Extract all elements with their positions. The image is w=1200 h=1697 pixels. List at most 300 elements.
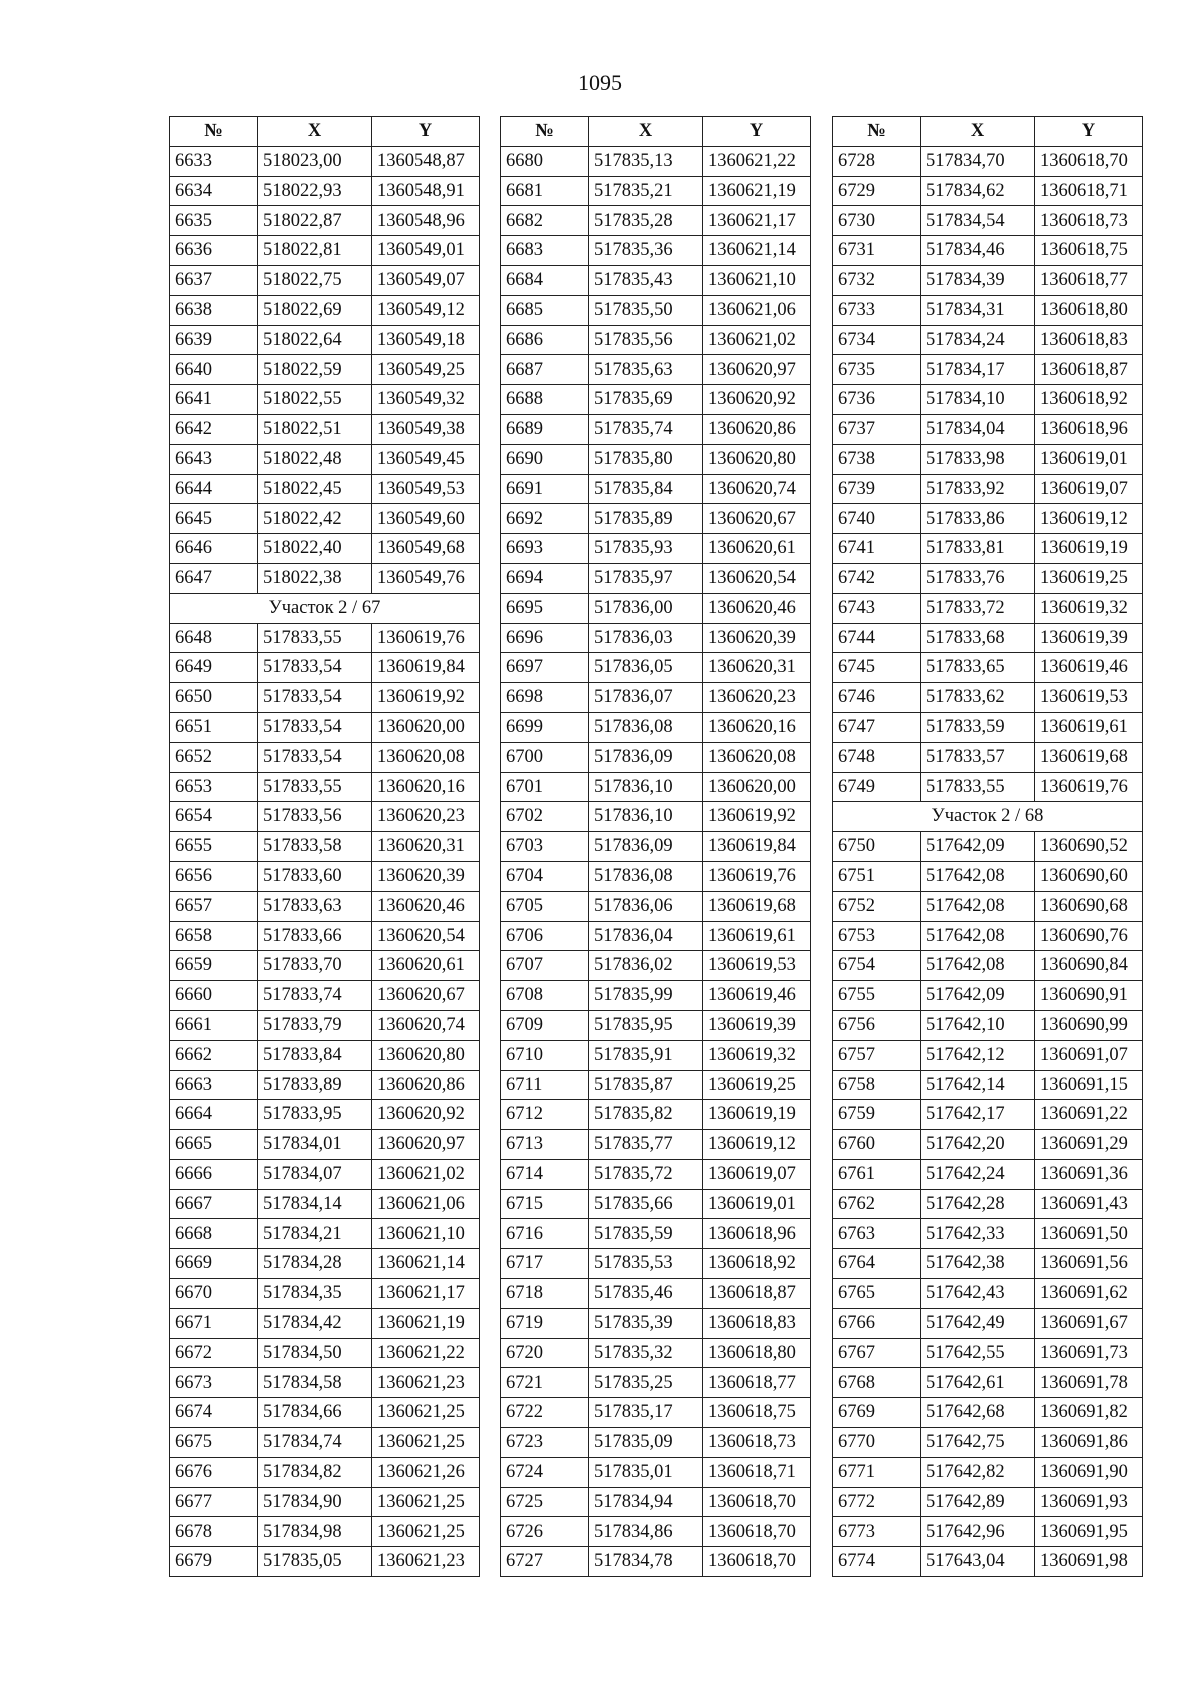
- point-number-cell: 6694: [501, 563, 589, 593]
- table-row: [833, 891, 1143, 921]
- x-coordinate-cell: 517834,14: [258, 1189, 372, 1219]
- x-coordinate-cell: 517834,31: [921, 295, 1035, 325]
- point-number-cell: 6652: [170, 742, 258, 772]
- x-coordinate-cell: 517836,05: [589, 653, 703, 683]
- y-coordinate-cell: 1360548,87: [372, 146, 480, 176]
- y-coordinate-cell: 1360618,92: [1035, 385, 1143, 415]
- y-coordinate-cell: 1360620,74: [703, 474, 811, 504]
- point-number-cell: 6773: [833, 1517, 921, 1547]
- point-number-cell: 6737: [833, 414, 921, 444]
- table-row: [833, 742, 1143, 772]
- y-coordinate-cell: 1360619,61: [703, 921, 811, 951]
- y-coordinate-cell: 1360620,46: [703, 593, 811, 623]
- point-number-cell: 6756: [833, 1010, 921, 1040]
- table-row: [170, 1010, 480, 1040]
- x-coordinate-cell: 517834,74: [258, 1428, 372, 1458]
- y-coordinate-cell: 1360621,06: [372, 1189, 480, 1219]
- x-coordinate-cell: 517642,08: [921, 861, 1035, 891]
- point-number-cell: 6718: [501, 1279, 589, 1309]
- x-coordinate-cell: 517835,95: [589, 1010, 703, 1040]
- x-coordinate-cell: 517834,42: [258, 1308, 372, 1338]
- y-coordinate-cell: 1360618,70: [703, 1487, 811, 1517]
- table-row: [170, 683, 480, 713]
- point-number-cell: 6711: [501, 1070, 589, 1100]
- x-coordinate-cell: 517642,82: [921, 1457, 1035, 1487]
- table-row: [501, 1010, 811, 1040]
- point-number-cell: 6665: [170, 1130, 258, 1160]
- table-row: [501, 1219, 811, 1249]
- table-row: [833, 1189, 1143, 1219]
- y-coordinate-cell: 1360620,86: [372, 1070, 480, 1100]
- table-row: [170, 1398, 480, 1428]
- table-row: [501, 1070, 811, 1100]
- x-coordinate-cell: 517833,55: [258, 623, 372, 653]
- y-coordinate-cell: 1360620,67: [372, 981, 480, 1011]
- point-number-cell: 6655: [170, 832, 258, 862]
- y-coordinate-cell: 1360620,61: [703, 534, 811, 564]
- x-coordinate-cell: 517835,87: [589, 1070, 703, 1100]
- x-coordinate-cell: 517836,10: [589, 802, 703, 832]
- y-coordinate-cell: 1360618,70: [703, 1547, 811, 1577]
- y-coordinate-cell: 1360619,12: [703, 1130, 811, 1160]
- y-coordinate-cell: 1360619,32: [1035, 593, 1143, 623]
- point-number-cell: 6726: [501, 1517, 589, 1547]
- table-row: [501, 1308, 811, 1338]
- x-coordinate-cell: 518022,69: [258, 295, 372, 325]
- y-coordinate-cell: 1360621,19: [703, 176, 811, 206]
- y-coordinate-cell: 1360691,36: [1035, 1159, 1143, 1189]
- x-coordinate-cell: 517836,08: [589, 861, 703, 891]
- x-coordinate-cell: 517835,59: [589, 1219, 703, 1249]
- x-coordinate-cell: 518022,93: [258, 176, 372, 206]
- table-row: [501, 563, 811, 593]
- point-number-cell: 6768: [833, 1368, 921, 1398]
- header-x: X: [921, 117, 1035, 147]
- y-coordinate-cell: 1360619,19: [703, 1100, 811, 1130]
- x-coordinate-cell: 517835,39: [589, 1308, 703, 1338]
- y-coordinate-cell: 1360619,07: [1035, 474, 1143, 504]
- point-number-cell: 6685: [501, 295, 589, 325]
- y-coordinate-cell: 1360621,25: [372, 1487, 480, 1517]
- y-coordinate-cell: 1360619,19: [1035, 534, 1143, 564]
- table-row: [833, 1338, 1143, 1368]
- x-coordinate-cell: 517835,28: [589, 206, 703, 236]
- table-row: [170, 832, 480, 862]
- point-number-cell: 6640: [170, 355, 258, 385]
- point-number-cell: 6666: [170, 1159, 258, 1189]
- table-row: [501, 414, 811, 444]
- point-number-cell: 6644: [170, 474, 258, 504]
- point-number-cell: 6687: [501, 355, 589, 385]
- y-coordinate-cell: 1360619,92: [372, 683, 480, 713]
- x-coordinate-cell: 517835,05: [258, 1547, 372, 1577]
- point-number-cell: 6668: [170, 1219, 258, 1249]
- point-number-cell: 6749: [833, 772, 921, 802]
- point-number-cell: 6762: [833, 1189, 921, 1219]
- point-number-cell: 6721: [501, 1368, 589, 1398]
- y-coordinate-cell: 1360621,25: [372, 1428, 480, 1458]
- y-coordinate-cell: 1360690,99: [1035, 1010, 1143, 1040]
- x-coordinate-cell: 518022,45: [258, 474, 372, 504]
- table-row: [501, 1130, 811, 1160]
- y-coordinate-cell: 1360691,73: [1035, 1338, 1143, 1368]
- table-row: [833, 1428, 1143, 1458]
- x-coordinate-cell: 517642,20: [921, 1130, 1035, 1160]
- table-row: [170, 981, 480, 1011]
- point-number-cell: 6752: [833, 891, 921, 921]
- y-coordinate-cell: 1360619,12: [1035, 504, 1143, 534]
- y-coordinate-cell: 1360549,01: [372, 236, 480, 266]
- point-number-cell: 6646: [170, 534, 258, 564]
- point-number-cell: 6662: [170, 1040, 258, 1070]
- table-row: [501, 742, 811, 772]
- x-coordinate-cell: 517834,04: [921, 414, 1035, 444]
- page-number: 1095: [578, 70, 622, 95]
- y-coordinate-cell: 1360691,50: [1035, 1219, 1143, 1249]
- table-row: [170, 951, 480, 981]
- x-coordinate-cell: 517835,97: [589, 563, 703, 593]
- table-row: [833, 176, 1143, 206]
- table-row: [501, 772, 811, 802]
- table-row: [833, 355, 1143, 385]
- y-coordinate-cell: 1360620,92: [703, 385, 811, 415]
- x-coordinate-cell: 517833,79: [258, 1010, 372, 1040]
- x-coordinate-cell: 517642,75: [921, 1428, 1035, 1458]
- table-row: [833, 861, 1143, 891]
- x-coordinate-cell: 518022,42: [258, 504, 372, 534]
- table-row: [501, 653, 811, 683]
- x-coordinate-cell: 517833,81: [921, 534, 1035, 564]
- x-coordinate-cell: 517642,68: [921, 1398, 1035, 1428]
- y-coordinate-cell: 1360691,43: [1035, 1189, 1143, 1219]
- point-number-cell: 6758: [833, 1070, 921, 1100]
- y-coordinate-cell: 1360619,46: [1035, 653, 1143, 683]
- point-number-cell: 6734: [833, 325, 921, 355]
- header-x: X: [589, 117, 703, 147]
- x-coordinate-cell: 517835,93: [589, 534, 703, 564]
- point-number-cell: 6744: [833, 623, 921, 653]
- point-number-cell: 6633: [170, 146, 258, 176]
- table-row: [833, 1159, 1143, 1189]
- point-number-cell: 6638: [170, 295, 258, 325]
- y-coordinate-cell: 1360549,68: [372, 534, 480, 564]
- y-coordinate-cell: 1360691,67: [1035, 1308, 1143, 1338]
- table-row: [170, 802, 480, 832]
- y-coordinate-cell: 1360620,67: [703, 504, 811, 534]
- y-coordinate-cell: 1360621,23: [372, 1368, 480, 1398]
- y-coordinate-cell: 1360621,17: [372, 1279, 480, 1309]
- x-coordinate-cell: 517642,61: [921, 1368, 1035, 1398]
- table-row: [501, 474, 811, 504]
- table-row: [501, 861, 811, 891]
- table-row: [170, 176, 480, 206]
- table-row: [501, 1338, 811, 1368]
- x-coordinate-cell: 517833,59: [921, 712, 1035, 742]
- table-row: [170, 1189, 480, 1219]
- x-coordinate-cell: 517642,08: [921, 891, 1035, 921]
- y-coordinate-cell: 1360620,97: [703, 355, 811, 385]
- point-number-cell: 6688: [501, 385, 589, 415]
- table-row: [501, 981, 811, 1011]
- x-coordinate-cell: 518022,64: [258, 325, 372, 355]
- y-coordinate-cell: 1360618,70: [703, 1517, 811, 1547]
- y-coordinate-cell: 1360621,22: [372, 1338, 480, 1368]
- x-coordinate-cell: 517833,98: [921, 444, 1035, 474]
- x-coordinate-cell: 517833,84: [258, 1040, 372, 1070]
- point-number-cell: 6733: [833, 295, 921, 325]
- table-row: [833, 504, 1143, 534]
- point-number-cell: 6659: [170, 951, 258, 981]
- table-row: [501, 146, 811, 176]
- point-number-cell: 6757: [833, 1040, 921, 1070]
- point-number-cell: 6707: [501, 951, 589, 981]
- y-coordinate-cell: 1360618,80: [1035, 295, 1143, 325]
- x-coordinate-cell: 517834,01: [258, 1130, 372, 1160]
- table-row: [501, 593, 811, 623]
- table-row: [833, 1070, 1143, 1100]
- point-number-cell: 6643: [170, 444, 258, 474]
- table-row: [833, 951, 1143, 981]
- x-coordinate-cell: 517833,76: [921, 563, 1035, 593]
- table-row: [501, 921, 811, 951]
- point-number-cell: 6754: [833, 951, 921, 981]
- point-number-cell: 6681: [501, 176, 589, 206]
- point-number-cell: 6736: [833, 385, 921, 415]
- point-number-cell: 6714: [501, 1159, 589, 1189]
- table-row: [170, 1159, 480, 1189]
- point-number-cell: 6738: [833, 444, 921, 474]
- x-coordinate-cell: 517834,07: [258, 1159, 372, 1189]
- point-number-cell: 6660: [170, 981, 258, 1011]
- table-row: [170, 1070, 480, 1100]
- y-coordinate-cell: 1360621,26: [372, 1457, 480, 1487]
- point-number-cell: 6671: [170, 1308, 258, 1338]
- point-number-cell: 6759: [833, 1100, 921, 1130]
- table-row: [501, 802, 811, 832]
- table-row: [833, 1457, 1143, 1487]
- table-row: [170, 1040, 480, 1070]
- point-number-cell: 6746: [833, 683, 921, 713]
- table-row: [833, 981, 1143, 1011]
- point-number-cell: 6654: [170, 802, 258, 832]
- x-coordinate-cell: 517835,69: [589, 385, 703, 415]
- x-coordinate-cell: 517834,10: [921, 385, 1035, 415]
- table-row: [170, 504, 480, 534]
- table-row: [501, 1398, 811, 1428]
- x-coordinate-cell: 517642,09: [921, 981, 1035, 1011]
- table-row: [501, 1040, 811, 1070]
- y-coordinate-cell: 1360618,73: [1035, 206, 1143, 236]
- x-coordinate-cell: 517835,77: [589, 1130, 703, 1160]
- y-coordinate-cell: 1360620,54: [372, 921, 480, 951]
- point-number-cell: 6672: [170, 1338, 258, 1368]
- point-number-cell: 6725: [501, 1487, 589, 1517]
- x-coordinate-cell: 517642,33: [921, 1219, 1035, 1249]
- table-row: [501, 832, 811, 862]
- point-number-cell: 6661: [170, 1010, 258, 1040]
- point-number-cell: 6716: [501, 1219, 589, 1249]
- x-coordinate-cell: 517835,82: [589, 1100, 703, 1130]
- y-coordinate-cell: 1360549,32: [372, 385, 480, 415]
- section-title: Участок 2 / 68: [833, 802, 1143, 832]
- point-number-cell: 6651: [170, 712, 258, 742]
- y-coordinate-cell: 1360691,07: [1035, 1040, 1143, 1070]
- x-coordinate-cell: 517833,62: [921, 683, 1035, 713]
- point-number-cell: 6715: [501, 1189, 589, 1219]
- point-number-cell: 6712: [501, 1100, 589, 1130]
- y-coordinate-cell: 1360621,14: [372, 1249, 480, 1279]
- point-number-cell: 6689: [501, 414, 589, 444]
- y-coordinate-cell: 1360619,39: [703, 1010, 811, 1040]
- y-coordinate-cell: 1360691,98: [1035, 1547, 1143, 1577]
- point-number-cell: 6771: [833, 1457, 921, 1487]
- table-row: [170, 742, 480, 772]
- y-coordinate-cell: 1360549,45: [372, 444, 480, 474]
- y-coordinate-cell: 1360691,86: [1035, 1428, 1143, 1458]
- x-coordinate-cell: 517835,43: [589, 265, 703, 295]
- table-row: [170, 1368, 480, 1398]
- y-coordinate-cell: 1360620,39: [703, 623, 811, 653]
- table-row: [833, 1219, 1143, 1249]
- y-coordinate-cell: 1360691,93: [1035, 1487, 1143, 1517]
- x-coordinate-cell: 517835,01: [589, 1457, 703, 1487]
- y-coordinate-cell: 1360621,25: [372, 1398, 480, 1428]
- table-row: [833, 1279, 1143, 1309]
- point-number-cell: 6723: [501, 1428, 589, 1458]
- point-number-cell: 6765: [833, 1279, 921, 1309]
- x-coordinate-cell: 517834,86: [589, 1517, 703, 1547]
- x-coordinate-cell: 517834,35: [258, 1279, 372, 1309]
- table-row: [501, 1368, 811, 1398]
- x-coordinate-cell: 517835,17: [589, 1398, 703, 1428]
- point-number-cell: 6669: [170, 1249, 258, 1279]
- header-y: Y: [703, 117, 811, 147]
- point-number-cell: 6769: [833, 1398, 921, 1428]
- y-coordinate-cell: 1360619,68: [703, 891, 811, 921]
- x-coordinate-cell: 517834,28: [258, 1249, 372, 1279]
- x-coordinate-cell: 517642,17: [921, 1100, 1035, 1130]
- y-coordinate-cell: 1360618,92: [703, 1249, 811, 1279]
- x-coordinate-cell: 517836,04: [589, 921, 703, 951]
- table-row: [833, 206, 1143, 236]
- x-coordinate-cell: 517835,13: [589, 146, 703, 176]
- y-coordinate-cell: 1360620,80: [372, 1040, 480, 1070]
- point-number-cell: 6717: [501, 1249, 589, 1279]
- point-number-cell: 6667: [170, 1189, 258, 1219]
- table-row: [833, 1130, 1143, 1160]
- x-coordinate-cell: 517833,54: [258, 712, 372, 742]
- point-number-cell: 6648: [170, 623, 258, 653]
- y-coordinate-cell: 1360620,74: [372, 1010, 480, 1040]
- y-coordinate-cell: 1360548,96: [372, 206, 480, 236]
- x-coordinate-cell: 517835,25: [589, 1368, 703, 1398]
- y-coordinate-cell: 1360618,71: [1035, 176, 1143, 206]
- x-coordinate-cell: 517835,89: [589, 504, 703, 534]
- y-coordinate-cell: 1360621,06: [703, 295, 811, 325]
- table-row: [833, 1010, 1143, 1040]
- x-coordinate-cell: 517834,50: [258, 1338, 372, 1368]
- y-coordinate-cell: 1360620,92: [372, 1100, 480, 1130]
- x-coordinate-cell: 518022,40: [258, 534, 372, 564]
- table-row: [833, 772, 1143, 802]
- table-row: [501, 1517, 811, 1547]
- x-coordinate-cell: 517834,70: [921, 146, 1035, 176]
- table-row: [501, 683, 811, 713]
- x-coordinate-cell: 517835,91: [589, 1040, 703, 1070]
- table-row: [501, 325, 811, 355]
- x-coordinate-cell: 517642,08: [921, 921, 1035, 951]
- point-number-cell: 6680: [501, 146, 589, 176]
- x-coordinate-cell: 518022,55: [258, 385, 372, 415]
- x-coordinate-cell: 517835,84: [589, 474, 703, 504]
- x-coordinate-cell: 518022,59: [258, 355, 372, 385]
- y-coordinate-cell: 1360690,84: [1035, 951, 1143, 981]
- point-number-cell: 6751: [833, 861, 921, 891]
- table-row: [170, 1219, 480, 1249]
- point-number-cell: 6673: [170, 1368, 258, 1398]
- y-coordinate-cell: 1360690,52: [1035, 832, 1143, 862]
- y-coordinate-cell: 1360620,00: [703, 772, 811, 802]
- point-number-cell: 6705: [501, 891, 589, 921]
- y-coordinate-cell: 1360618,83: [1035, 325, 1143, 355]
- x-coordinate-cell: 517834,98: [258, 1517, 372, 1547]
- coordinates-table-middle: [500, 116, 811, 1577]
- y-coordinate-cell: 1360619,68: [1035, 742, 1143, 772]
- point-number-cell: 6724: [501, 1457, 589, 1487]
- y-coordinate-cell: 1360618,87: [1035, 355, 1143, 385]
- x-coordinate-cell: 517836,08: [589, 712, 703, 742]
- y-coordinate-cell: 1360619,07: [703, 1159, 811, 1189]
- x-coordinate-cell: 517834,90: [258, 1487, 372, 1517]
- table-row: [170, 236, 480, 266]
- y-coordinate-cell: 1360621,02: [703, 325, 811, 355]
- x-coordinate-cell: 517836,10: [589, 772, 703, 802]
- table-row: [170, 1457, 480, 1487]
- table-row: [833, 534, 1143, 564]
- y-coordinate-cell: 1360618,70: [1035, 146, 1143, 176]
- x-coordinate-cell: 517835,36: [589, 236, 703, 266]
- x-coordinate-cell: 517642,89: [921, 1487, 1035, 1517]
- y-coordinate-cell: 1360691,15: [1035, 1070, 1143, 1100]
- y-coordinate-cell: 1360618,96: [703, 1219, 811, 1249]
- table-row: [833, 623, 1143, 653]
- x-coordinate-cell: 517833,92: [921, 474, 1035, 504]
- x-coordinate-cell: 517642,14: [921, 1070, 1035, 1100]
- table-row: [170, 891, 480, 921]
- y-coordinate-cell: 1360690,91: [1035, 981, 1143, 1011]
- table-row: [170, 1100, 480, 1130]
- point-number-cell: 6729: [833, 176, 921, 206]
- table-row: [501, 1100, 811, 1130]
- table-row: [833, 325, 1143, 355]
- point-number-cell: 6702: [501, 802, 589, 832]
- y-coordinate-cell: 1360619,84: [372, 653, 480, 683]
- y-coordinate-cell: 1360620,16: [703, 712, 811, 742]
- header-number: №: [833, 117, 921, 147]
- point-number-cell: 6722: [501, 1398, 589, 1428]
- x-coordinate-cell: 517833,54: [258, 742, 372, 772]
- table-row: [833, 921, 1143, 951]
- x-coordinate-cell: 517834,39: [921, 265, 1035, 295]
- section-title: Участок 2 / 67: [170, 593, 480, 623]
- x-coordinate-cell: 517642,08: [921, 951, 1035, 981]
- table-row: [833, 265, 1143, 295]
- x-coordinate-cell: 517834,94: [589, 1487, 703, 1517]
- table-row: [833, 444, 1143, 474]
- table-row: [170, 355, 480, 385]
- x-coordinate-cell: 517835,56: [589, 325, 703, 355]
- point-number-cell: 6670: [170, 1279, 258, 1309]
